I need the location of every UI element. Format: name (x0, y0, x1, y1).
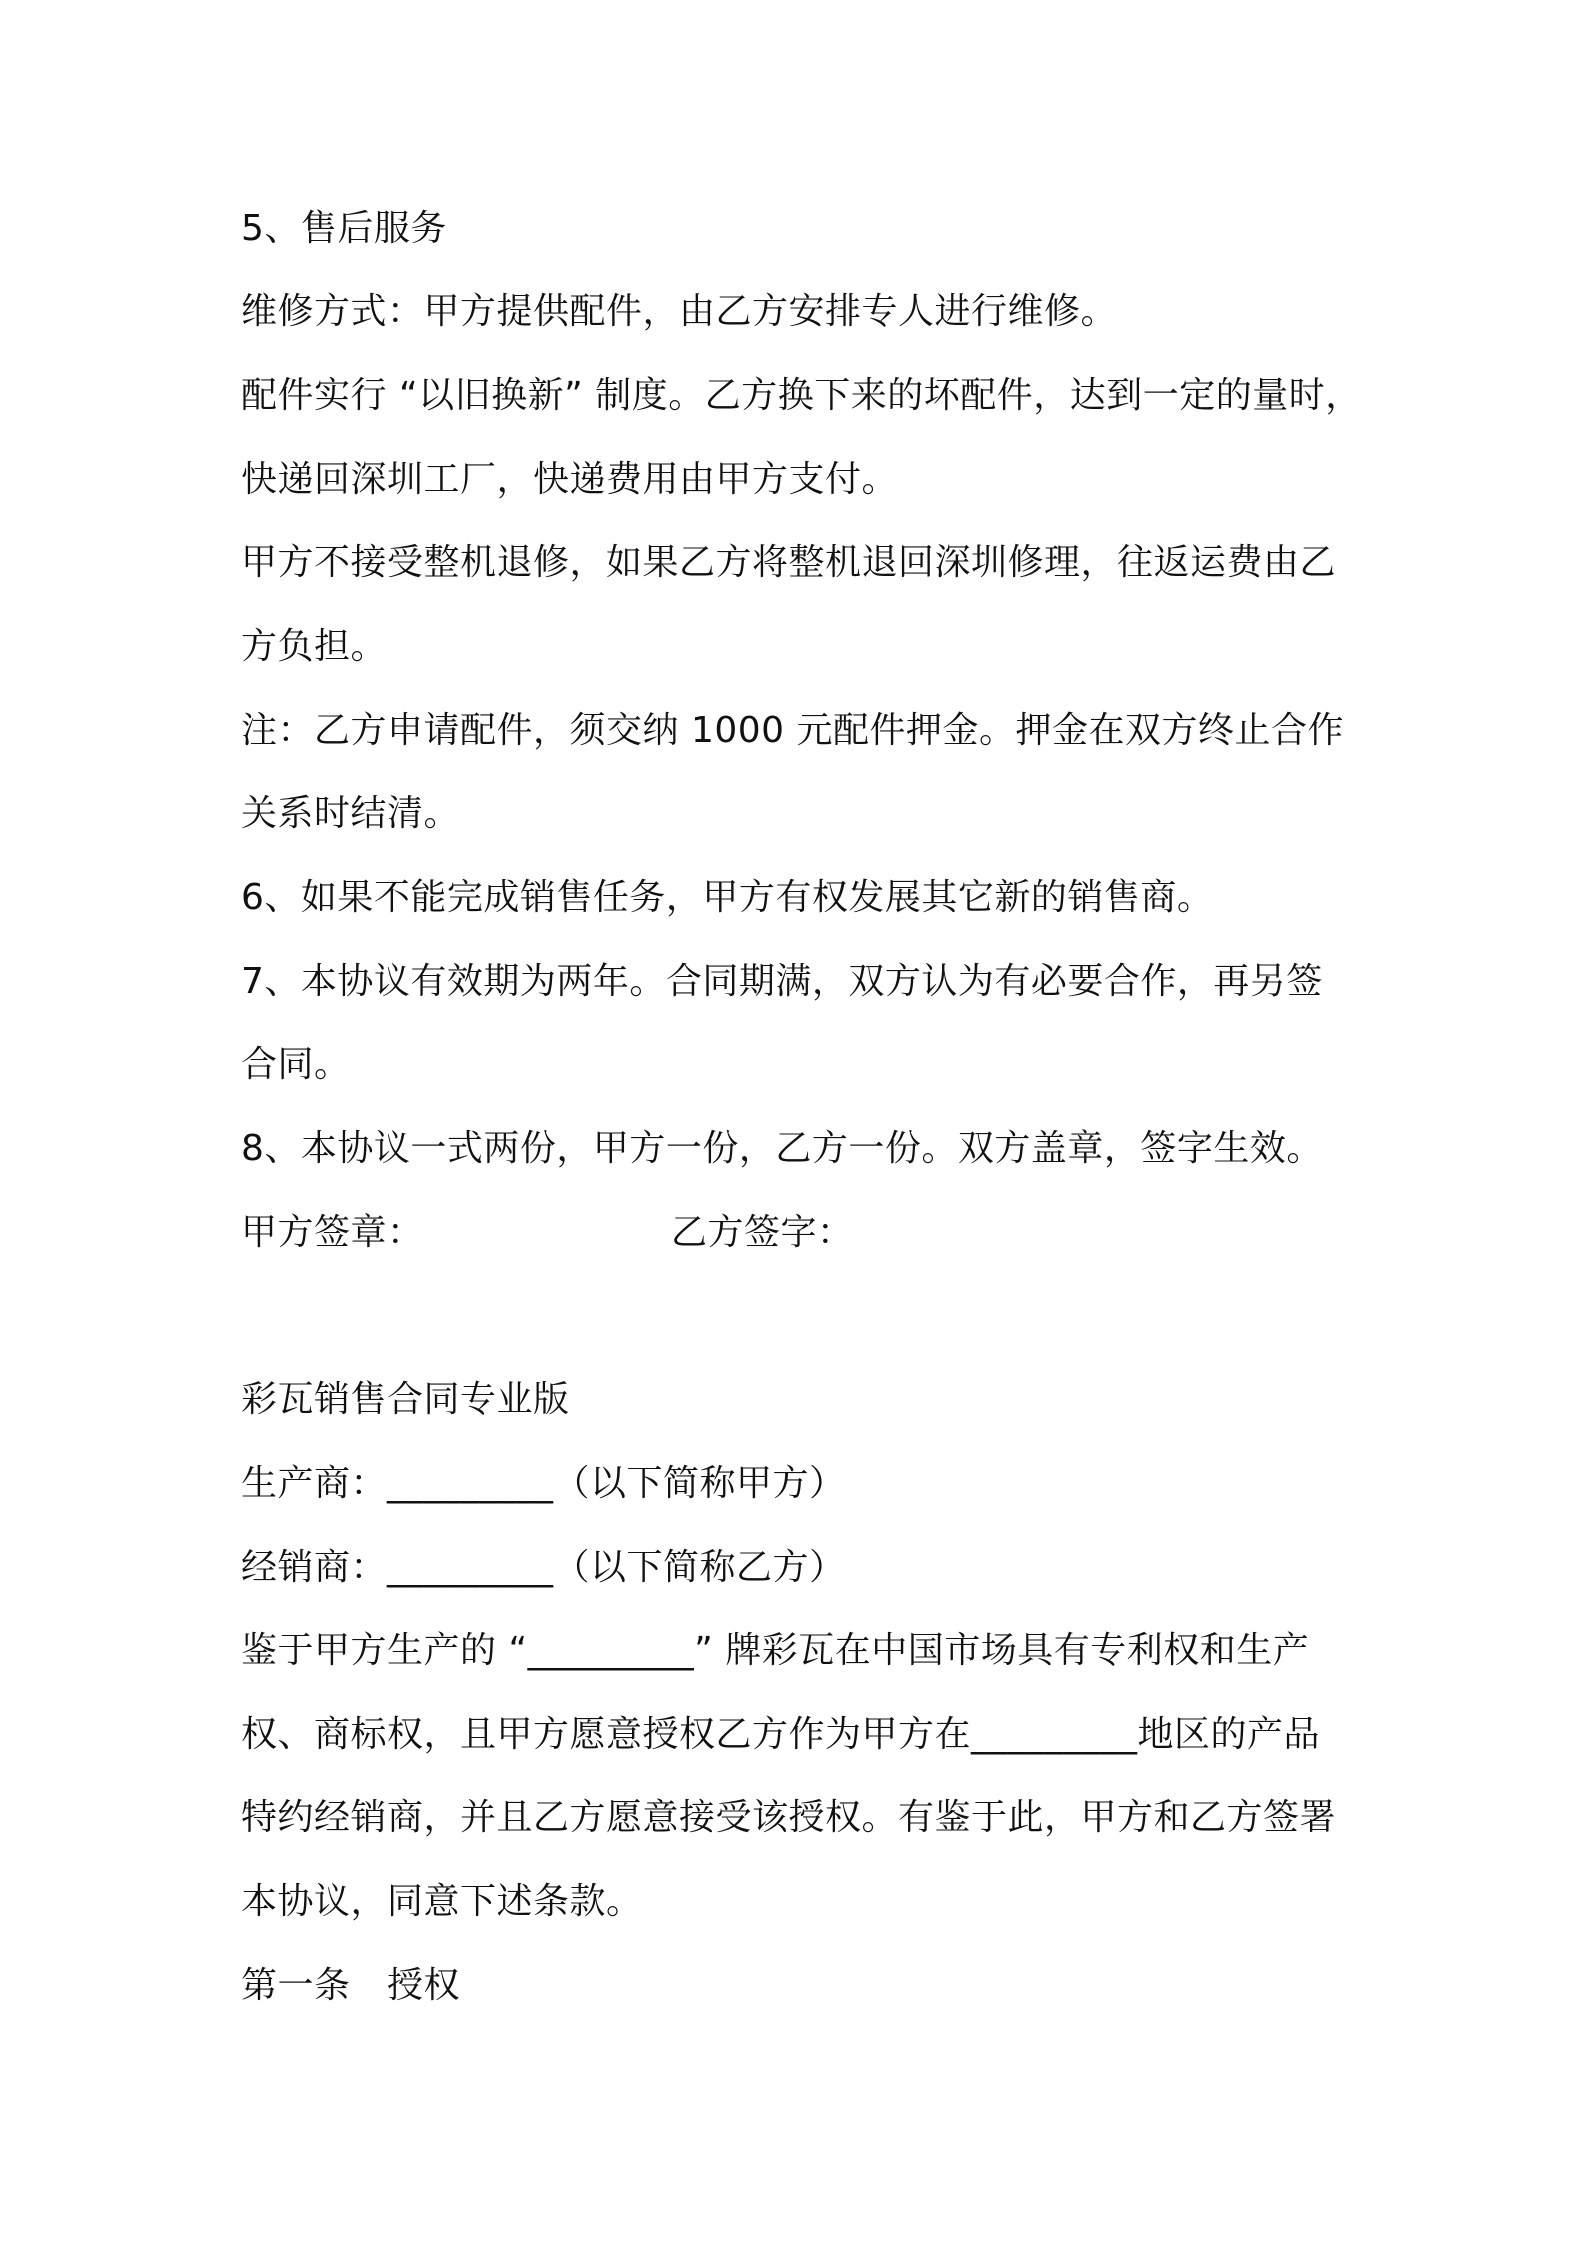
paragraph-line: 特约经销商，并且乙方愿意接受该授权。有鉴于此，甲方和乙方签署 (241, 1797, 1337, 1838)
paragraph-line: 注：乙方申请配件，须交纳 1000 元配件押金。押金在双方终止合作 (241, 710, 1345, 751)
paragraph-line: 方负担。 (241, 626, 388, 667)
paragraph-line: 维修方式：甲方提供配件，由乙方安排专人进行维修。 (241, 291, 1118, 332)
paragraph-line: 甲方不接受整机退修，如果乙方将整机退回深圳修理，往返运费由乙 (241, 542, 1337, 583)
paragraph-line: 合同。 (241, 1044, 351, 1085)
section-heading-after-sales: 5、售后服务 (241, 208, 447, 249)
article-1-heading: 第一条 授权 (241, 1965, 461, 2006)
paragraph-line: 鉴于甲方生产的 “_________” 牌彩瓦在中国市场具有专利权和生产 (241, 1630, 1310, 1671)
paragraph-line: 关系时结清。 (241, 793, 461, 834)
party-b-signature-label: 乙方签字： (671, 1212, 854, 1253)
paragraph-line: 快递回深圳工厂，快递费用由甲方支付。 (241, 459, 899, 500)
clause-6: 6、如果不能完成销售任务，甲方有权发展其它新的销售商。 (241, 877, 1214, 918)
paragraph-line: 权、商标权，且甲方愿意授权乙方作为甲方在_________地区的产品 (241, 1714, 1321, 1755)
dealer-line: 经销商：_________（以下简称乙方） (241, 1547, 846, 1588)
signature-row (241, 1211, 1361, 1255)
party-a-signature-label: 甲方签章： (241, 1212, 424, 1253)
clause-8: 8、本协议一式两份，甲方一份，乙方一份。双方盖章，签字生效。 (241, 1128, 1323, 1169)
paragraph-line: 本协议，同意下述条款。 (241, 1881, 643, 1922)
contract-title: 彩瓦销售合同专业版 (241, 1379, 570, 1420)
paragraph-line: 配件实行 “以旧换新” 制度。乙方换下来的坏配件，达到一定的量时， (241, 375, 1362, 416)
clause-7: 7、本协议有效期为两年。合同期满，双方认为有必要合作，再另签 (241, 961, 1323, 1002)
producer-line: 生产商：_________（以下简称甲方） (241, 1463, 846, 1504)
